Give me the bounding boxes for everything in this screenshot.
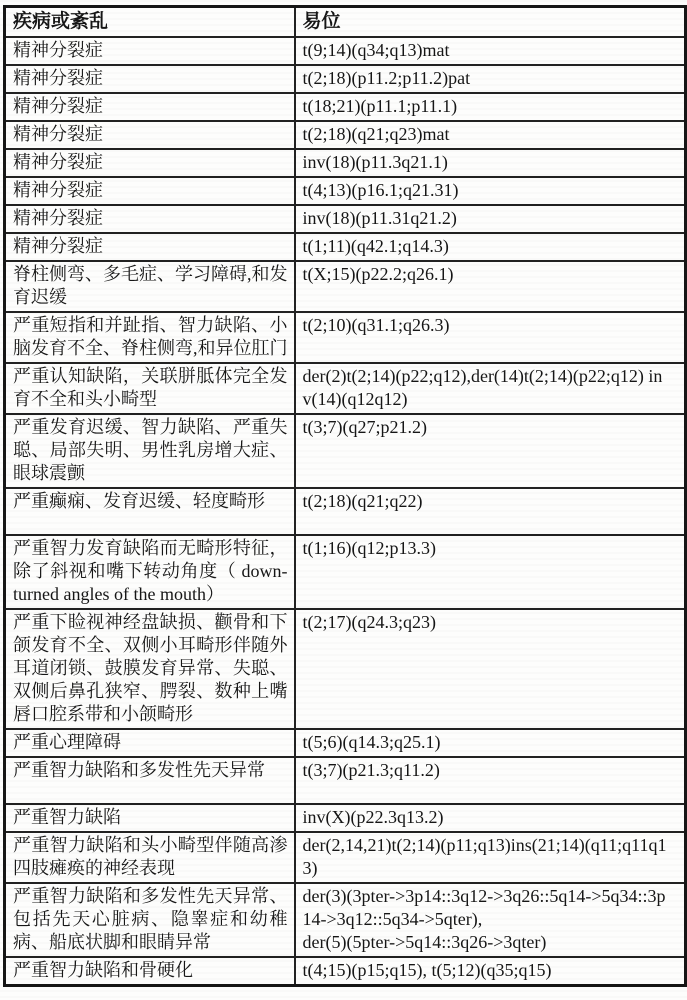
translocation-cell: inv(18)(p11.31q21.2) bbox=[295, 205, 686, 233]
table-row bbox=[5, 804, 686, 832]
table-row bbox=[5, 149, 686, 177]
disease-cell: 精神分裂症 bbox=[5, 177, 295, 205]
table-row bbox=[5, 883, 686, 957]
translocation-cell: inv(18)(p11.3q21.1) bbox=[295, 149, 686, 177]
table-row bbox=[5, 65, 686, 93]
translocation-cell: t(2;17)(q24.3;q23) bbox=[295, 609, 686, 729]
translocation-cell: t(18;21)(p11.1;p11.1) bbox=[295, 93, 686, 121]
disease-cell: 严重癫痫、发育迟缓、轻度畸形 bbox=[5, 488, 295, 535]
translocation-cell: t(4;13)(p16.1;q21.31) bbox=[295, 177, 686, 205]
translocation-cell: der(3)(3pter->3p14::3q12->3q26::5q14->5q34::3p14->3q12::5q34->5qter), der(5)(5pter->5q14::3q26->3qter) bbox=[295, 883, 686, 957]
table-row bbox=[5, 205, 686, 233]
disease-cell: 严重心理障碍 bbox=[5, 729, 295, 757]
disease-cell: 严重短指和并趾指、智力缺陷、小脑发育不全、脊柱侧弯,和异位肛门 bbox=[5, 312, 295, 363]
disease-cell: 严重智力缺陷和骨硬化 bbox=[5, 957, 295, 986]
translocation-cell: t(1;11)(q42.1;q14.3) bbox=[295, 233, 686, 261]
disease-cell: 严重智力发育缺陷而无畸形特征，除了斜视和嘴下转动角度（ down-turned angles of the mouth） bbox=[5, 535, 295, 609]
translocation-cell: t(1;16)(q12;p13.3) bbox=[295, 535, 686, 609]
disease-cell: 严重智力缺陷 bbox=[5, 804, 295, 832]
table-row bbox=[5, 233, 686, 261]
translocation-cell: t(X;15)(p22.2;q26.1) bbox=[295, 261, 686, 312]
column-header-translocation: 易位 bbox=[295, 7, 686, 38]
table-row bbox=[5, 757, 686, 804]
disease-cell: 精神分裂症 bbox=[5, 149, 295, 177]
disease-cell: 严重智力缺陷和头小畸型伴随高渗四肢瘫痪的神经表现 bbox=[5, 832, 295, 883]
translocation-cell: t(2;18)(q21;q23)mat bbox=[295, 121, 686, 149]
disease-cell: 精神分裂症 bbox=[5, 93, 295, 121]
table-row bbox=[5, 414, 686, 488]
translocation-cell: t(4;15)(p15;q15), t(5;12)(q35;q15) bbox=[295, 957, 686, 986]
disease-cell: 严重下睑视神经盘缺损、颧骨和下颌发育不全、双侧小耳畸形伴随外耳道闭锁、鼓膜发育异常、失聪、双侧后鼻孔狭窄、腭裂、数种上嘴唇口腔系带和小颌畸形 bbox=[5, 609, 295, 729]
table-row bbox=[5, 261, 686, 312]
table-row bbox=[5, 609, 686, 729]
table-row bbox=[5, 312, 686, 363]
disease-cell: 精神分裂症 bbox=[5, 205, 295, 233]
disease-cell: 严重发育迟缓、智力缺陷、严重失聪、局部失明、男性乳房增大症、眼球震颤 bbox=[5, 414, 295, 488]
disease-translocation-table bbox=[3, 5, 687, 987]
disease-cell: 脊柱侧弯、多毛症、学习障碍,和发育迟缓 bbox=[5, 261, 295, 312]
table-header-row bbox=[5, 7, 686, 38]
table-row bbox=[5, 177, 686, 205]
translocation-cell: t(2;10)(q31.1;q26.3) bbox=[295, 312, 686, 363]
disease-cell: 精神分裂症 bbox=[5, 37, 295, 65]
table-row bbox=[5, 535, 686, 609]
disease-cell: 严重智力缺陷和多发性先天异常、包括先天心脏病、隐睾症和幼稚病、船底状脚和眼睛异常 bbox=[5, 883, 295, 957]
table-row bbox=[5, 488, 686, 535]
column-header-disease: 疾病或紊乱 bbox=[5, 7, 295, 38]
table-row bbox=[5, 363, 686, 414]
table-row bbox=[5, 93, 686, 121]
translocation-cell: der(2)t(2;14)(p22;q12),der(14)t(2;14)(p22;q12) inv(14)(q12q12) bbox=[295, 363, 686, 414]
translocation-cell: t(2;18)(q21;q22) bbox=[295, 488, 686, 535]
disease-cell: 精神分裂症 bbox=[5, 233, 295, 261]
disease-cell: 严重智力缺陷和多发性先天异常 bbox=[5, 757, 295, 804]
table-row bbox=[5, 957, 686, 986]
translocation-cell: der(2,14,21)t(2;14)(p11;q13)ins(21;14)(q11;q11q13) bbox=[295, 832, 686, 883]
disease-cell: 严重认知缺陷，关联胼胝体完全发育不全和头小畸型 bbox=[5, 363, 295, 414]
translocation-cell: t(5;6)(q14.3;q25.1) bbox=[295, 729, 686, 757]
disease-cell: 精神分裂症 bbox=[5, 121, 295, 149]
translocation-cell: t(3;7)(q27;p21.2) bbox=[295, 414, 686, 488]
translocation-cell: inv(X)(p22.3q13.2) bbox=[295, 804, 686, 832]
table-row bbox=[5, 37, 686, 65]
disease-cell: 精神分裂症 bbox=[5, 65, 295, 93]
translocation-cell: t(9;14)(q34;q13)mat bbox=[295, 37, 686, 65]
table-row bbox=[5, 729, 686, 757]
table-row bbox=[5, 121, 686, 149]
translocation-cell: t(3;7)(p21.3;q11.2) bbox=[295, 757, 686, 804]
translocation-cell: t(2;18)(p11.2;p11.2)pat bbox=[295, 65, 686, 93]
table-row bbox=[5, 832, 686, 883]
